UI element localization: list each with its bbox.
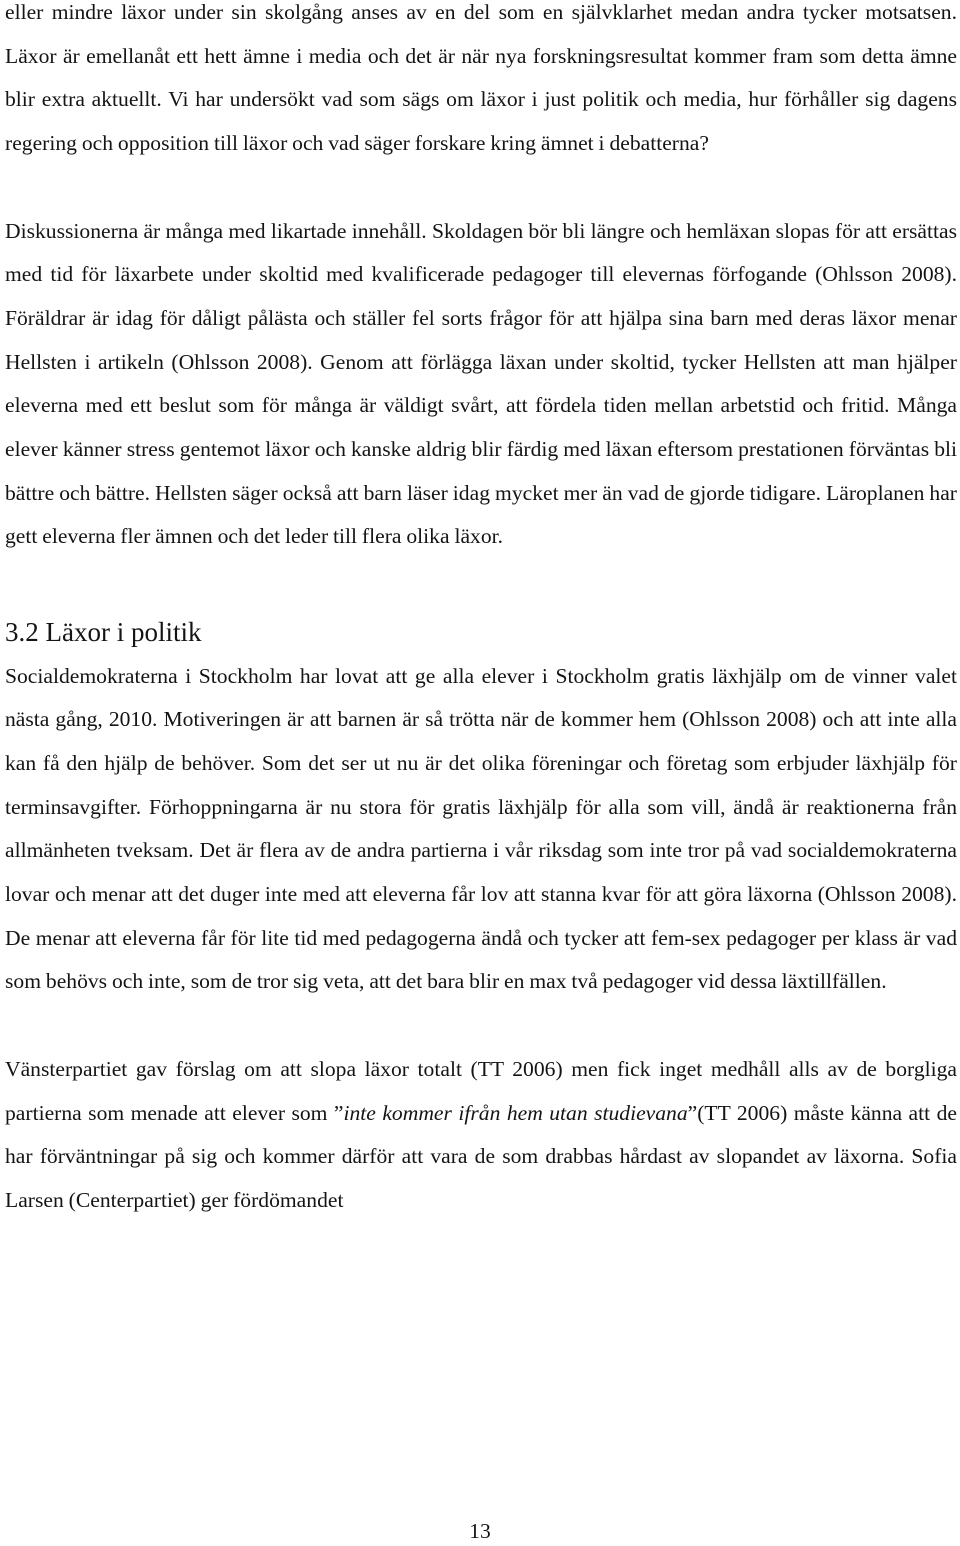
page-number: 13 [469,1519,491,1543]
document-page [5,0,957,1223]
vansterpartiet-text-after: ”(TT 2006) måste känna att de har förväntningar på sig och kommer därför att vara de som drabbas hårdast av slopandet av läxorna. Sofia Larsen (Centerpartiet) ger fördömandet [5,1100,957,1212]
vansterpartiet-text-before: Vänsterpartiet gav förslag om att slopa läxor totalt (TT 2006) men fick inget medhåll alls av de borgliga partierna som menade att elever som ” [5,1056,957,1125]
quoted-phrase: inte kommer ifrån hem utan studievana [343,1100,688,1125]
intro-paragraph: eller mindre läxor under sin skolgång anses av en del som en självklarhet medan andra tycker motsatsen. Läxor är emellanåt ett hett ämne i media och det är när nya forskningsresultat kommer fram som detta ämne blir extra aktuellt. Vi har undersökt vad som sägs om läxor i just politik och media, hur förhåller sig dagens regering och opposition till läxor och vad säger forskare kring ämnet i debatterna? [5,0,957,156]
discussion-paragraph: Diskussionerna är många med likartade innehåll. Skoldagen bör bli längre och hemläxan slopas för att ersättas med tid för läxarbete under skoltid med kvalificerade pedagoger till elevernas förfogande (Ohlsson 2008). Föräldrar är idag för dåligt pålästa och ställer fel sorts frågor för att hjälpa sina barn med deras läxor menar Hellsten i artikeln (Ohlsson 2008). Genom att förlägga läxan under skoltid, tycker Hellsten att man hjälper eleverna med ett beslut som för många är väldigt svårt, att fördela tiden mellan arbetstid och fritid. Många elever känner stress gentemot läxor och kanske aldrig blir färdig med läxan eftersom prestationen förväntas bli bättre och bättre. Hellsten säger också att barn läser idag mycket mer än vad de gjorde tidigare. Läroplanen har gett eleverna fler ämnen och det leder till flera olika läxor. [5,218,957,549]
vansterpartiet-paragraph [5,1048,957,1223]
section-heading: 3.2 Läxor i politik [5,616,202,647]
politics-paragraph: Socialdemokraterna i Stockholm har lovat att ge alla elever i Stockholm gratis läxhjälp om de vinner valet nästa gång, 2010. Motiveringen är att barnen är så trötta när de kommer hem (Ohlsson 2008) och att inte alla kan få den hjälp de behöver. Som det ser ut nu är det olika föreningar och företag som erbjuder läxhjälp för terminsavgifter. Förhoppningarna är nu stora för gratis läxhjälp för alla som vill, ändå är reaktionerna från allmänheten tveksam. Det är flera av de andra partierna i vår riksdag som inte tror på vad socialdemokraterna lovar och menar att det duger inte med att eleverna får lov att stanna kvar för att göra läxorna (Ohlsson 2008). De menar att eleverna får för lite tid med pedagogerna ändå och tycker att fem-sex pedagoger per klass är vad som behövs och inte, som de tror sig veta, att det bara blir en max två pedagoger vid dessa läxtillfällen. [5,663,957,994]
